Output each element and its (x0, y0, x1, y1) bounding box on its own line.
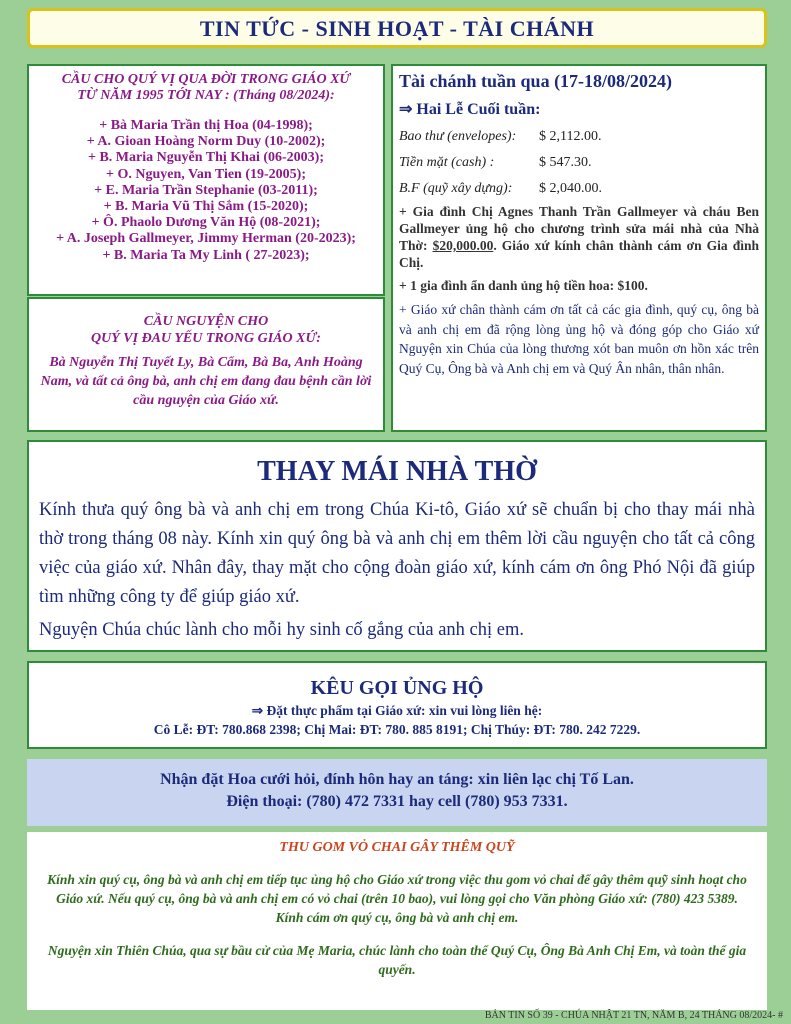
footer-text: BẢN TIN SỐ 39 - CHÚA NHẬT 21 TN, NĂM B, 24 THÁNG 08/2024- # (484, 1010, 783, 1021)
memorial-name: + B. Maria Vũ Thị Sắm (15-2020); (103, 199, 309, 215)
memorial-heading-2: TỪ NĂM 1995 TỚI NAY : (Tháng 08/2024): (77, 88, 335, 103)
flowers-panel (27, 759, 767, 826)
finance-thanks: + Giáo xứ chân thành cám ơn tất cả các gia đình, quý cụ, ông bà và anh chị em đã rộng lòng ủng hộ và đóng góp cho Giáo xứ Nguyện xin Chúa của lòng thương xót ban muôn ơn hồn xác trên Quý Cụ, Ông bà và Anh chị em và Quý Ân nhân, thân nhân. (399, 302, 759, 376)
finance-sub: ⇒ Hai Lễ Cuối tuần: (399, 101, 541, 118)
finance-heading: Tài chánh tuần qua (17-18/08/2024) (399, 71, 673, 91)
donation-note: + Gia đình Chị Agnes Thanh Trần Gallmeyer và cháu Ben Gallmeyer ủng hộ cho chương trình sửa mái nhà của Nhà Thờ: $20,000.00. Giáo xứ kính chân thành cám ơn Gia đình Chị. (399, 204, 760, 270)
bottles-panel (27, 832, 767, 1010)
memorial-name: + O. Nguyen, Van Tien (19-2005); (106, 166, 306, 182)
page-title: TIN TỨC - SINH HOẠT - TÀI CHÁNH (199, 16, 595, 41)
memorial-name: + A. Gioan Hoàng Norm Duy (10-2002); (86, 134, 326, 150)
flowers-line-1: Nhận đặt Hoa cưới hỏi, đính hôn hay an táng: xin liên lạc chị Tố Lan. (160, 771, 634, 788)
closing-prayer: Nguyện xin Thiên Chúa, qua sự bầu cử của Mẹ Maria, chúc lành cho toàn thể Quý Cụ, Ông Bà Anh Chị Em, và toàn thể gia quyến. (47, 943, 747, 977)
flower-donation: + 1 gia đình ẩn danh ủng hộ tiền hoa: $100. (399, 278, 648, 293)
bottles-heading: THU GOM VỎ CHAI GÂY THÊM QUỸ (279, 840, 515, 855)
memorial-panel (27, 64, 385, 296)
appeal-heading: KÊU GỌI ỦNG HỘ (310, 677, 484, 699)
memorial-name: + B. Maria Ta My Linh ( 27-2023); (102, 247, 310, 263)
bottles-text: Kính xin quý cụ, ông bà và anh chị em tiếp tục ủng hộ cho Giáo xứ trong việc thu gom vỏ chai để gây thêm quỹ sinh hoạt cho Giáo xứ. Nếu quý cụ, ông bà và anh chị em có vỏ chai (trên 10 bao), vui lòng gọi cho Văn phòng Giáo xứ: (780) 423 5389. Kính cám ơn quý cụ, ông bà và anh chị em. (47, 872, 747, 925)
memorial-name: + Bà Maria Trần thị Hoa (04-1998); (99, 118, 313, 133)
flowers-line-2: Điện thoại: (780) 472 7331 hay cell (780) 953 7331. (226, 793, 568, 810)
finance-row-envelopes: Bao thư (envelopes): $ 2,112.00. (399, 129, 602, 144)
roof-panel (27, 440, 767, 652)
roof-blessing: Nguyện Chúa chúc lành cho mỗi hy sinh cố gắng của anh chị em. (39, 620, 524, 640)
finance-row-bf: B.F (quỹ xây dựng): $ 2,040.00. (399, 181, 602, 196)
memorial-name: + B. Maria Nguyễn Thị Khai (06-2003); (87, 150, 324, 166)
memorial-name: + E. Maria Trần Stephanie (03-2011); (94, 182, 318, 198)
header-banner (27, 8, 767, 48)
memorial-name: + Ô. Phaolo Dương Văn Hộ (08-2021); (91, 215, 321, 231)
memorial-name: + A. Joseph Gallmeyer, Jimmy Herman (20-2023); (56, 231, 356, 247)
appeal-contacts: Cô Lễ: ĐT: 780.868 2398; Chị Mai: ĐT: 780. 885 8191; Chị Thúy: ĐT: 780. 242 7229. (153, 722, 641, 737)
sick-heading-2: QUÝ VỊ ĐAU YẾU TRONG GIÁO XỨ: (91, 331, 321, 346)
appeal-panel (27, 661, 767, 749)
roof-text: Kính thưa quý ông bà và anh chị em trong Chúa Ki-tô, Giáo xứ sẽ chuẩn bị cho thay mái nhà thờ trong tháng 08 này. Kính xin quý ông bà và anh chị em thêm lời cầu nguyện cho tất cả công việc của giáo xứ. Nhân đây, thay mặt cho cộng đoàn giáo xứ, kính cám ơn ông Phó Nội đã giúp tìm những công ty để giúp giáo xứ. (39, 500, 755, 607)
finance-panel (391, 64, 767, 432)
finance-row-cash: Tiền mặt (cash) : $ 547.30. (399, 155, 592, 170)
donation-amount: $20,000.00 (432, 238, 494, 253)
appeal-line-1: ⇒ Đặt thực phẩm tại Giáo xứ: xin vui lòng liên hệ: (251, 703, 543, 718)
sick-heading-1: CẦU NGUYỆN CHO (143, 314, 269, 329)
sick-body: Bà Nguyễn Thị Tuyết Ly, Bà Cẩm, Bà Ba, Anh Hoàng Nam, và tất cả ông bà, anh chị em đang đau bệnh cần lời cầu nguyện của Giáo xứ. (40, 355, 372, 408)
sick-prayer-panel (27, 297, 385, 432)
memorial-list (37, 118, 375, 264)
memorial-heading-1: CẦU CHO QUÝ VỊ QUA ĐỜI TRONG GIÁO XỨ (61, 72, 351, 87)
roof-heading: THAY MÁI NHÀ THỜ (257, 456, 537, 487)
